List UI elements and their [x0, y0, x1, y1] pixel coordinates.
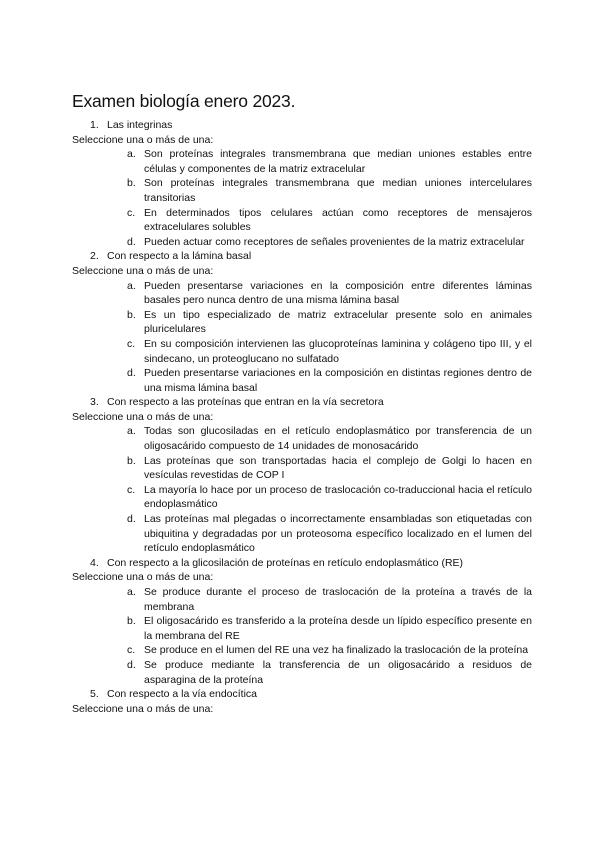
answer-option[interactable]: [72, 483, 532, 512]
option-text: En su composición intervienen las glucoproteínas laminina y colágeno tipo III, y el sindecano, un proteoglucano no sulfatado: [144, 337, 532, 365]
answer-option[interactable]: [72, 279, 532, 308]
select-instruction: Seleccione una o más de una:: [72, 702, 214, 715]
question-3: [72, 395, 532, 556]
option-text: Pueden actuar como receptores de señales provenientes de la matriz extracelular: [144, 235, 525, 248]
option-letter: c.: [127, 337, 136, 350]
option-text: Pueden presentarse variaciones en la composición en distintas regiones dentro de una misma lámina basal: [144, 367, 532, 394]
option-text: La mayoría lo hace por un proceso de traslocación co-traduccional hacia el retículo endoplasmático: [144, 483, 532, 511]
question-heading: [72, 687, 532, 702]
option-text: Pueden presentarse variaciones en la composición entre diferentes láminas basales pero nunca dentro de una misma lámina basal: [144, 279, 532, 307]
option-letter: a.: [127, 148, 136, 161]
option-text: El oligosacárido es transferido a la proteína desde un lípido específico presente en la membrana del RE: [144, 615, 532, 642]
option-text: Se produce mediante la transferencia de un oligosacárido a residuos de asparagina de la proteína: [144, 658, 532, 686]
answer-option[interactable]: [72, 176, 532, 205]
option-list: [72, 424, 532, 555]
option-text: Son proteínas integrales transmembrana que median uniones estables entre células y componentes de la matriz extracelular: [144, 148, 532, 175]
option-letter: d.: [127, 658, 136, 671]
question-number: 4.: [90, 556, 99, 569]
option-letter: d.: [127, 513, 136, 526]
question-text: Con respecto a las proteínas que entran en la vía secretora: [107, 396, 384, 409]
option-text: Se produce durante el proceso de traslocación de la proteína a través de la membrana: [144, 586, 532, 613]
question-4: [72, 556, 532, 687]
question-heading: [72, 118, 532, 133]
question-text: Las integrinas: [107, 119, 173, 131]
question-number: 1.: [90, 119, 99, 131]
answer-option[interactable]: [72, 366, 532, 395]
option-letter: a.: [127, 279, 136, 292]
option-text: Se produce en el lumen del RE una vez ha finalizado la traslocación de la proteína: [144, 644, 529, 657]
select-instruction: Seleccione una o más de una:: [72, 133, 214, 146]
option-letter: c.: [127, 483, 136, 496]
answer-option[interactable]: [72, 454, 532, 483]
question-heading: [72, 249, 532, 264]
question-heading: [72, 395, 532, 410]
question-number: 2.: [90, 250, 99, 263]
option-letter: b.: [127, 308, 136, 321]
option-letter: d.: [127, 235, 136, 248]
question-text: Con respecto a la vía endocítica: [107, 688, 258, 701]
answer-option[interactable]: [72, 585, 532, 614]
question-5: [72, 687, 532, 716]
answer-option[interactable]: [72, 658, 532, 687]
document-title: Examen biología enero 2023.: [72, 91, 296, 111]
answer-option[interactable]: [72, 643, 532, 658]
option-letter: c.: [127, 206, 136, 219]
answer-option[interactable]: [72, 614, 532, 643]
option-list: [72, 279, 532, 396]
question-heading: [72, 556, 532, 571]
question-number: 3.: [90, 396, 99, 409]
answer-option[interactable]: [72, 337, 532, 366]
answer-option[interactable]: [72, 308, 532, 337]
option-text: Las proteínas que son transportadas hacia el complejo de Golgi lo hacen en vesículas revestidas de COP I: [144, 454, 532, 482]
option-letter: d.: [127, 367, 136, 380]
option-text: Son proteínas integrales transmembrana que median uniones intercelulares transitorias: [144, 177, 532, 204]
question-number: 5.: [90, 688, 99, 701]
option-list: [72, 585, 532, 687]
answer-option[interactable]: [72, 512, 532, 556]
option-text: Es un tipo especializado de matriz extracelular presente solo en animales pluricelulares: [144, 308, 532, 336]
select-instruction: Seleccione una o más de una:: [72, 410, 214, 423]
document-page: [72, 90, 532, 716]
answer-option[interactable]: [72, 424, 532, 453]
question-text: Con respecto a la lámina basal: [107, 250, 252, 263]
answer-option[interactable]: [72, 235, 532, 250]
option-text: En determinados tipos celulares actúan como receptores de mensajeros extracelulares solubles: [144, 206, 532, 234]
option-letter: a.: [127, 586, 136, 598]
option-letter: b.: [127, 177, 136, 190]
option-text: Las proteínas mal plegadas o incorrectamente ensambladas son etiquetadas con ubiquitina y degradadas por un proteosoma específico localizado en el lumen del retículo endoplasmático: [144, 513, 532, 555]
option-letter: c.: [127, 644, 136, 657]
question-1: [72, 118, 532, 249]
option-letter: b.: [127, 615, 136, 628]
select-instruction: Seleccione una o más de una:: [72, 264, 214, 277]
question-2: [72, 249, 532, 395]
answer-option[interactable]: [72, 206, 532, 235]
option-letter: a.: [127, 425, 136, 438]
option-text: Todas son glucosiladas en el retículo endoplasmático por transferencia de un oligosacárido compuesto de 14 unidades de monosacárido: [144, 425, 532, 453]
select-instruction: Seleccione una o más de una:: [72, 571, 214, 584]
question-list: [72, 118, 532, 716]
question-text: Con respecto a la glicosilación de proteínas en retículo endoplasmático (RE): [107, 556, 464, 569]
option-list: [72, 147, 532, 249]
option-letter: b.: [127, 454, 136, 467]
answer-option[interactable]: [72, 147, 532, 176]
